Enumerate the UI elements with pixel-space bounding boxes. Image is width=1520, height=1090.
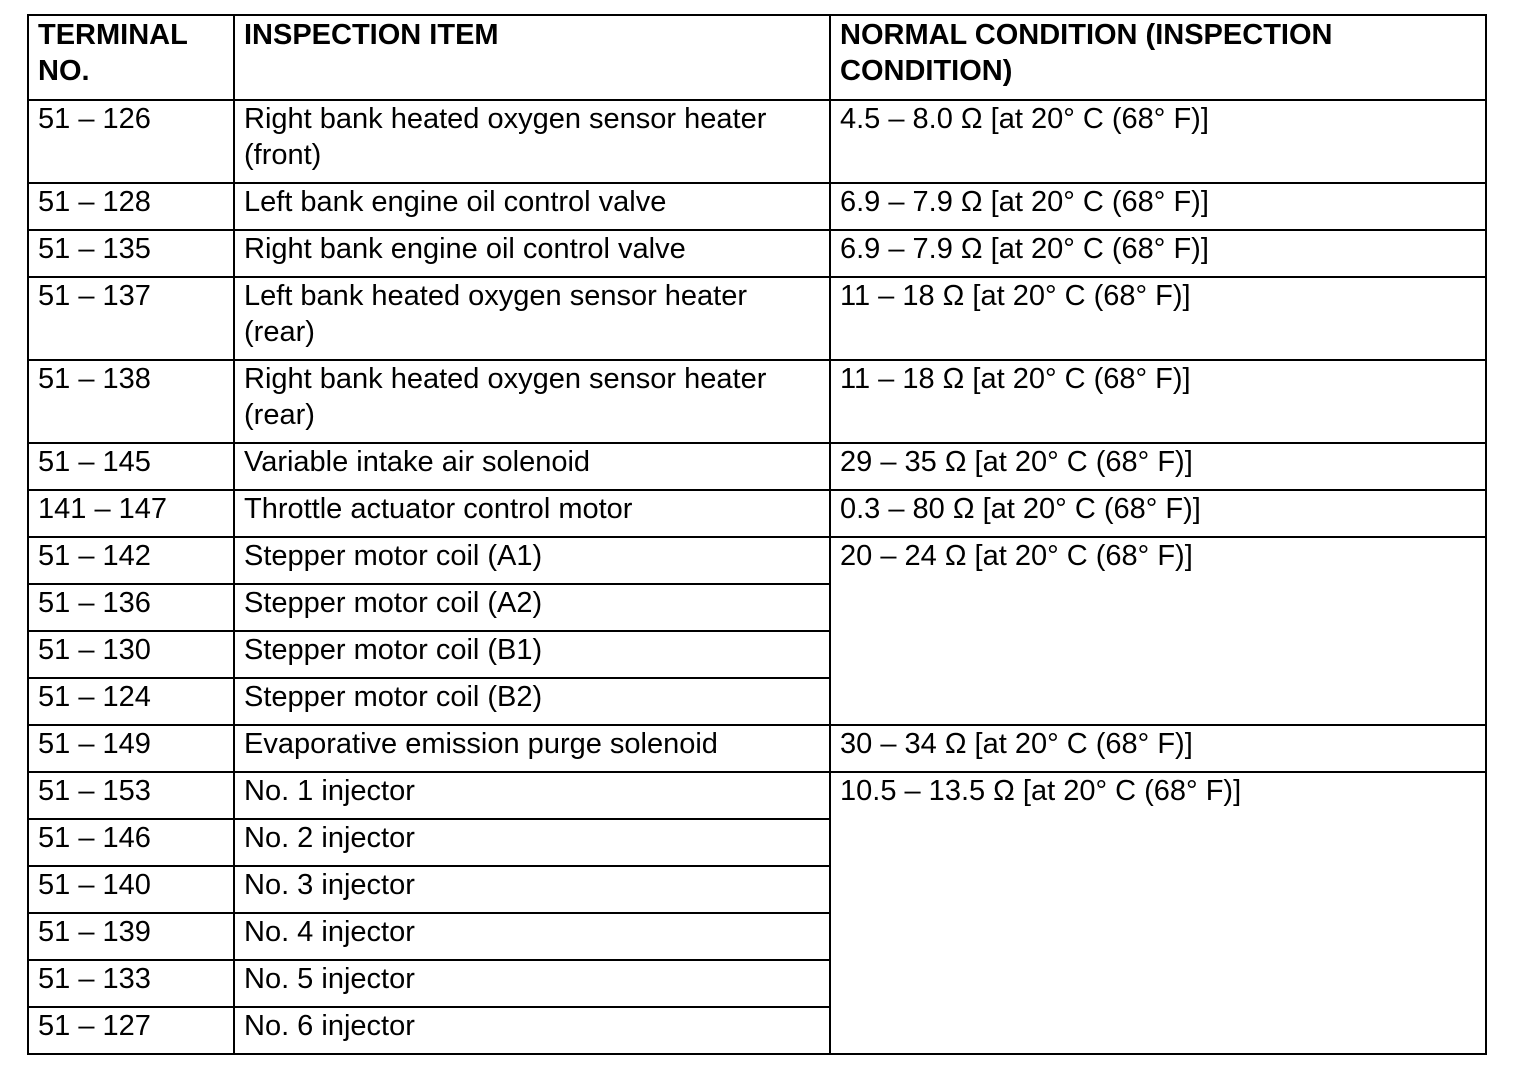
- terminal-cell: 51 – 149: [28, 725, 234, 772]
- condition-cell: 11 – 18 Ω [at 20° C (68° F)]: [830, 360, 1486, 443]
- item-cell: Stepper motor coil (A2): [234, 584, 830, 631]
- terminal-cell: 51 – 140: [28, 866, 234, 913]
- header-inspection-item: INSPECTION ITEM: [234, 15, 830, 100]
- item-cell: Stepper motor coil (B1): [234, 631, 830, 678]
- terminal-cell: 51 – 127: [28, 1007, 234, 1054]
- table-row: [28, 443, 1486, 490]
- item-cell: Right bank engine oil control valve: [234, 230, 830, 277]
- inspection-table: [27, 14, 1487, 1055]
- terminal-cell: 51 – 137: [28, 277, 234, 360]
- item-cell: No. 1 injector: [234, 772, 830, 819]
- item-cell: No. 4 injector: [234, 913, 830, 960]
- condition-cell: 11 – 18 Ω [at 20° C (68° F)]: [830, 277, 1486, 360]
- item-cell: Stepper motor coil (A1): [234, 537, 830, 584]
- terminal-cell: 51 – 133: [28, 960, 234, 1007]
- item-cell: Left bank engine oil control valve: [234, 183, 830, 230]
- table-row: [28, 537, 1486, 584]
- item-cell: Throttle actuator control motor: [234, 490, 830, 537]
- terminal-cell: 51 – 135: [28, 230, 234, 277]
- condition-cell: 6.9 – 7.9 Ω [at 20° C (68° F)]: [830, 183, 1486, 230]
- table-row: [28, 772, 1486, 819]
- header-row: [28, 15, 1486, 100]
- terminal-cell: 51 – 153: [28, 772, 234, 819]
- table-row: [28, 725, 1486, 772]
- terminal-cell: 51 – 124: [28, 678, 234, 725]
- header-terminal-no: TERMINAL NO.: [28, 15, 234, 100]
- table-row: [28, 100, 1486, 183]
- condition-cell: 30 – 34 Ω [at 20° C (68° F)]: [830, 725, 1486, 772]
- condition-cell-stepper-coils: 20 – 24 Ω [at 20° C (68° F)]: [830, 537, 1486, 725]
- condition-cell: 0.3 – 80 Ω [at 20° C (68° F)]: [830, 490, 1486, 537]
- item-cell: No. 2 injector: [234, 819, 830, 866]
- terminal-cell: 51 – 139: [28, 913, 234, 960]
- terminal-cell: 51 – 126: [28, 100, 234, 183]
- terminal-cell: 51 – 128: [28, 183, 234, 230]
- terminal-cell: 51 – 142: [28, 537, 234, 584]
- terminal-cell: 51 – 145: [28, 443, 234, 490]
- condition-cell: 6.9 – 7.9 Ω [at 20° C (68° F)]: [830, 230, 1486, 277]
- item-cell: No. 3 injector: [234, 866, 830, 913]
- terminal-cell: 51 – 130: [28, 631, 234, 678]
- item-cell: Stepper motor coil (B2): [234, 678, 830, 725]
- condition-cell: 4.5 – 8.0 Ω [at 20° C (68° F)]: [830, 100, 1486, 183]
- table-row: [28, 183, 1486, 230]
- item-cell: Variable intake air solenoid: [234, 443, 830, 490]
- table-row: [28, 360, 1486, 443]
- table-row: [28, 277, 1486, 360]
- terminal-cell: 51 – 138: [28, 360, 234, 443]
- header-normal-condition: NORMAL CONDITION (INSPECTION CONDITION): [830, 15, 1486, 100]
- item-cell: No. 5 injector: [234, 960, 830, 1007]
- item-cell: Right bank heated oxygen sensor heater (front): [234, 100, 830, 183]
- terminal-cell: 51 – 136: [28, 584, 234, 631]
- terminal-cell: 141 – 147: [28, 490, 234, 537]
- condition-cell: 29 – 35 Ω [at 20° C (68° F)]: [830, 443, 1486, 490]
- table-row: [28, 490, 1486, 537]
- item-cell: Evaporative emission purge solenoid: [234, 725, 830, 772]
- condition-cell-injectors: 10.5 – 13.5 Ω [at 20° C (68° F)]: [830, 772, 1486, 1054]
- table-row: [28, 230, 1486, 277]
- item-cell: Right bank heated oxygen sensor heater (rear): [234, 360, 830, 443]
- item-cell: Left bank heated oxygen sensor heater (rear): [234, 277, 830, 360]
- item-cell: No. 6 injector: [234, 1007, 830, 1054]
- terminal-cell: 51 – 146: [28, 819, 234, 866]
